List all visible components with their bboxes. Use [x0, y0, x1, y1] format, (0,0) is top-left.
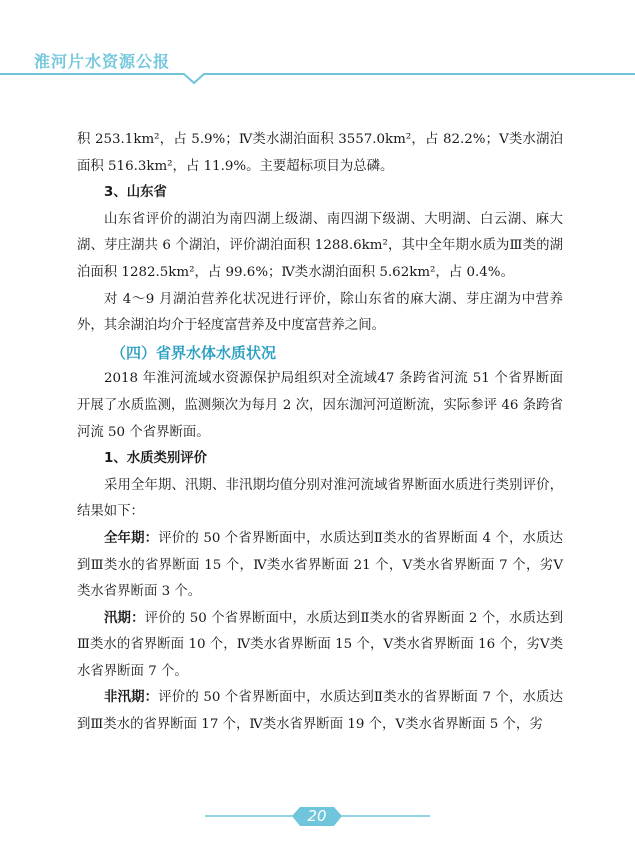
paragraph-evaluation-method: 采用全年期、汛期、非汛期均值分别对淮河流域省界断面水质进行类别评价，结果如下：: [77, 477, 563, 520]
header-divider: [0, 66, 635, 86]
page-number: 20: [307, 807, 327, 825]
section-heading-provincial-boundary: （四）省界水体水质状况: [111, 343, 277, 362]
non-flood-season-label: 非汛期：: [104, 690, 159, 706]
non-flood-season-text: 评价的 50 个省界断面中，水质达到Ⅱ类水的省界断面 7 个，水质达到Ⅲ类水的省界断面 17 个，Ⅳ类水省界断面 19 个，Ⅴ类水省界断面 5 个，劣: [77, 690, 564, 733]
paragraph-full-year: [77, 526, 563, 606]
paragraph-non-flood-season: [77, 685, 563, 738]
heading-shandong: 3、山东省: [104, 185, 167, 201]
flood-season-text: 评价的 50 个省界断面中，水质达到Ⅱ类水的省界断面 2 个，水质达到Ⅲ类水的省界断面 10 个，Ⅳ类水省界断面 15 个，Ⅴ类水省界断面 16 个，劣Ⅴ类水省界断面 7 个。: [77, 610, 564, 679]
paragraph-monitoring: 2018 年淮河流域水资源保护局组织对全流域47 条跨省河流 51 个省界断面开展了水质监测，监测频次为每月 2 次，因东泇河河道断流，实际参评 46 条跨省河流 50 个省界断面。: [77, 371, 563, 440]
main-content: [77, 127, 563, 739]
paragraph-flood-season: [77, 606, 563, 686]
heading-quality-evaluation: 1、水质类别评价: [104, 451, 208, 467]
flood-season-label: 汛期：: [104, 610, 145, 626]
full-year-label: 全年期：: [104, 530, 159, 546]
paragraph-lake-area-continued: 积 253.1km²，占 5.9%；Ⅳ类水湖泊面积 3557.0km²，占 82.2%；Ⅴ类水湖泊面积 516.3km²，占 11.9%。主要超标项目为总磷。: [77, 132, 563, 174]
paragraph-eutrophication: 对 4～9 月湖泊营养化状况进行评价，除山东省的麻大湖、芽庄湖为中营养外，其余湖泊均介于轻度富营养及中度富营养之间。: [77, 291, 563, 334]
paragraph-shandong-lakes: 山东省评价的湖泊为南四湖上级湖、南四湖下级湖、大明湖、白云湖、麻大湖、芽庄湖共 6 个湖泊，评价湖泊面积 1288.6km²，其中全年期水质为Ⅲ类的湖泊面积 1282.5km²，占 99.6%；Ⅳ类水湖泊面积 5.62km²，占 0.4%。: [77, 211, 563, 280]
full-year-text: 评价的 50 个省界断面中，水质达到Ⅱ类水的省界断面 4 个，水质达到Ⅲ类水的省界断面 15 个，Ⅳ类水省界断面 21 个，Ⅴ类水省界断面 7 个，劣Ⅴ类水省界断面 3 个。: [77, 530, 564, 600]
header-title: 淮河片水资源公报: [34, 52, 171, 71]
